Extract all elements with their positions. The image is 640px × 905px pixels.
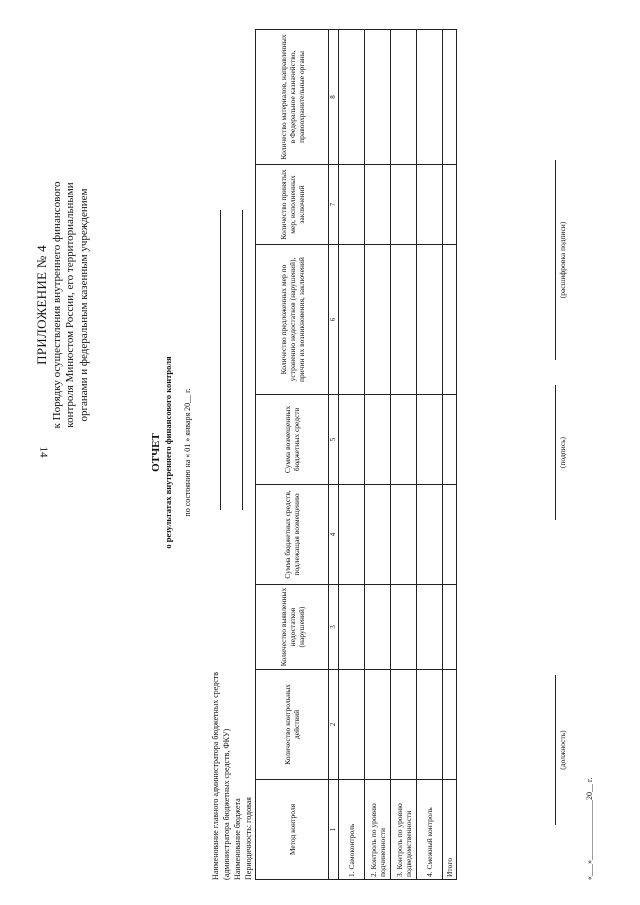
- table-cell: [417, 395, 443, 485]
- column-header: Количество контрольных действий: [256, 670, 329, 780]
- table-cell: [417, 585, 443, 670]
- table-cell: [391, 485, 417, 585]
- column-number: 3: [329, 585, 339, 670]
- report-date-line: по состоянию на « 01 » января 20__ г.: [183, 388, 192, 517]
- table-cell: [417, 30, 443, 165]
- table-row: [339, 30, 365, 880]
- table-cell: [365, 30, 391, 165]
- table-cell: [339, 585, 365, 670]
- table-cell: [443, 670, 457, 780]
- table-cell: [339, 670, 365, 780]
- table-cell: [339, 395, 365, 485]
- table-cell: [365, 585, 391, 670]
- table-cell: [443, 585, 457, 670]
- header-field: (администратора бюджетных средств, ФКУ): [222, 728, 231, 880]
- table-cell: [417, 670, 443, 780]
- table-row: [391, 30, 417, 880]
- row-label: 2. Контроль по уровню подчиненности: [365, 780, 391, 880]
- appendix-line: контроля Минюстом России, его территориальными: [64, 182, 76, 428]
- table-cell: [417, 245, 443, 395]
- table-cell: [339, 30, 365, 165]
- header-field: Наименование главного администратора бюджетных средств: [211, 671, 220, 880]
- column-number: 4: [329, 485, 339, 585]
- table-cell: [365, 485, 391, 585]
- report-table: [255, 29, 457, 880]
- column-header: Количество материалов, направленных в Федеральное казначейство, правоохранительные органы: [256, 30, 329, 165]
- header-field: Периодичность: годовая: [244, 797, 253, 880]
- fill-line: [242, 210, 243, 510]
- fill-line: [220, 210, 221, 510]
- table-cell: [365, 165, 391, 245]
- total-row: [443, 30, 457, 880]
- appendix-heading: ПРИЛОЖЕНИЕ № 4: [34, 245, 49, 365]
- column-header: Количество выявленных недостатков (нарушений): [256, 585, 329, 670]
- header-field: Наименование бюджета: [233, 798, 242, 880]
- decode-caption: (расшифровка подписи): [558, 221, 567, 299]
- table-cell: [339, 245, 365, 395]
- table-cell: [443, 485, 457, 585]
- report-title: ОТЧЕТ: [150, 433, 162, 472]
- table-cell: [365, 670, 391, 780]
- table-cell: [443, 165, 457, 245]
- page-number: 14: [37, 446, 50, 458]
- table-cell: [417, 485, 443, 585]
- column-number: 8: [329, 30, 339, 165]
- row-label: 4. Смежный контроль: [417, 780, 443, 880]
- signature-caption: (подпись): [558, 436, 567, 469]
- column-number: 7: [329, 165, 339, 245]
- signature-block: [545, 385, 567, 520]
- table-cell: [391, 165, 417, 245]
- table-cell: [391, 670, 417, 780]
- total-label: Итого: [443, 780, 457, 880]
- table-cell: [365, 395, 391, 485]
- row-label: 3. Контроль по уровню подведомственности: [391, 780, 417, 880]
- table-cell: [339, 485, 365, 585]
- column-number: 5: [329, 395, 339, 485]
- position-caption: (должность): [558, 730, 567, 770]
- table-row: [365, 30, 391, 880]
- column-number: 2: [329, 670, 339, 780]
- table-cell: [443, 245, 457, 395]
- appendix-block: [35, 95, 91, 515]
- column-header: Метод контроля: [256, 780, 329, 880]
- column-header: Количество предложенных мер по устранению недостатков (нарушений), причин их возникновения, заключений: [256, 245, 329, 395]
- column-header: Сумма возмещенных бюджетных средств: [256, 395, 329, 485]
- decode-signature: [545, 160, 567, 360]
- appendix-line: органами и федеральным казенным учреждением: [77, 188, 90, 422]
- table-cell: [417, 165, 443, 245]
- header-fields: [210, 260, 254, 880]
- position-signature: [545, 675, 567, 825]
- column-number: 1: [329, 780, 339, 880]
- row-label: 1. Самоконтроль: [339, 780, 365, 880]
- table-cell: [365, 245, 391, 395]
- table-cell: [443, 395, 457, 485]
- column-header: Сумма бюджетных средств, подлежащая возмещению: [256, 485, 329, 585]
- date-footer: «___»_______________20__ г.: [585, 777, 594, 880]
- table-cell: [391, 585, 417, 670]
- table-cell: [391, 245, 417, 395]
- column-number: 6: [329, 245, 339, 395]
- table-cell: [339, 165, 365, 245]
- table-row: [417, 30, 443, 880]
- appendix-line: к Порядку осуществления внутреннего финансового: [50, 181, 63, 429]
- column-header: Количество принятых мер, исполненных заключений: [256, 165, 329, 245]
- table-cell: [443, 30, 457, 165]
- report-subtitle: о результатах внутреннего финансового контроля: [163, 356, 173, 549]
- table-cell: [391, 30, 417, 165]
- table-cell: [391, 395, 417, 485]
